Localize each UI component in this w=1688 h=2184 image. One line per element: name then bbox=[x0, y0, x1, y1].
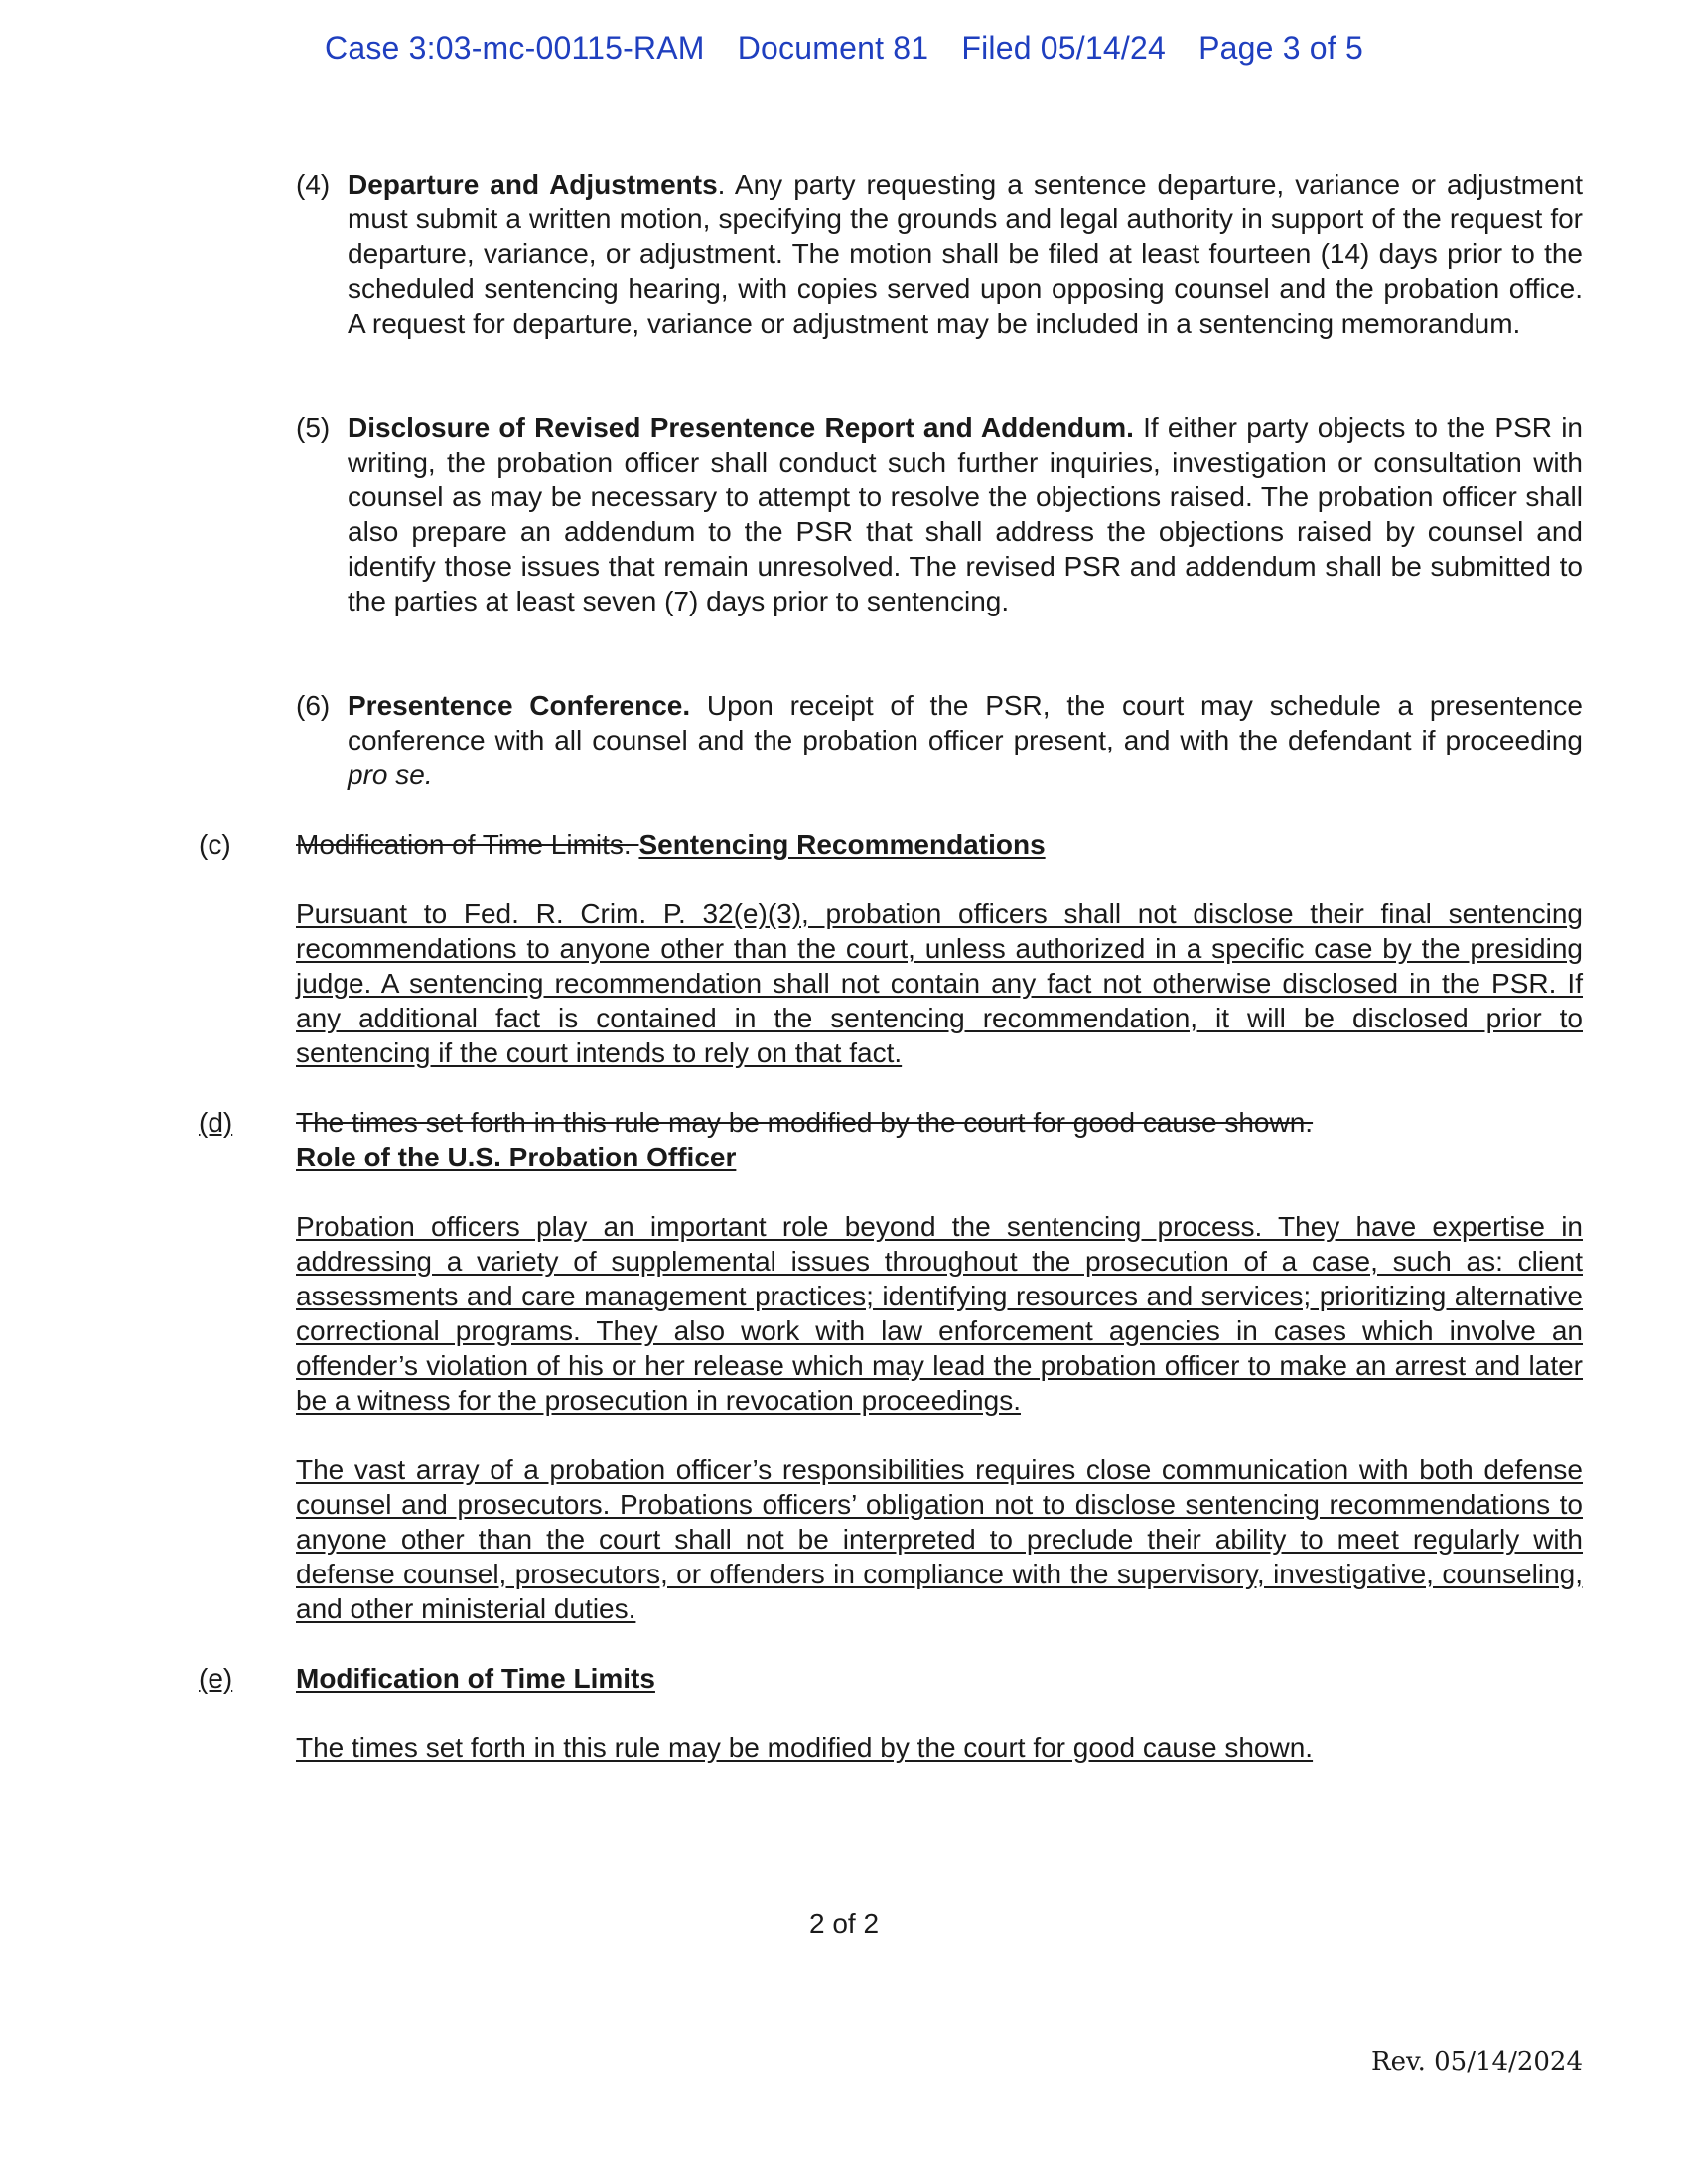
section-d-title: Role of the U.S. Probation Officer bbox=[296, 1142, 737, 1172]
section-e-title: Modification of Time Limits bbox=[296, 1663, 655, 1694]
document-header bbox=[0, 30, 1688, 67]
struck-sentence: The times set forth in this rule may be modified by the court for good cause shown. bbox=[296, 1107, 1314, 1138]
section-e-paragraph bbox=[296, 1730, 1583, 1765]
filed-date: Filed 05/14/24 bbox=[961, 30, 1166, 66]
item-text: Upon receipt of the PSR, the court may schedule a presentence conference with all counsel and the probation officer present, and with the defendant if proceeding bbox=[348, 690, 1583, 755]
case-number: Case 3:03-mc-00115-RAM bbox=[325, 30, 705, 66]
struck-heading: Modification of Time Limits. bbox=[296, 829, 639, 860]
item-number: (4) bbox=[296, 169, 331, 200]
item-title: Presentence Conference. bbox=[348, 690, 691, 721]
item-number: (6) bbox=[296, 690, 331, 721]
section-c-title: Sentencing Recommendations bbox=[638, 829, 1046, 860]
item-italic: pro se. bbox=[348, 759, 433, 790]
revision-date: Rev. 05/14/2024 bbox=[1371, 2047, 1583, 2077]
section-c-label: (c) bbox=[199, 829, 231, 860]
item-title: Departure and Adjustments bbox=[348, 169, 718, 200]
item-title: Disclosure of Revised Presentence Report and Addendum. bbox=[348, 412, 1134, 443]
item-text: If either party objects to the PSR in writing, the probation officer shall conduct such further inquiries, investigation or consultation with counsel as may be necessary to attempt to resolve the objections raised. The probation officer shall also prepare an addendum to the PSR that shall address the objections raised by counsel and identify those issues that remain unresolved. The revised PSR and addendum shall be submitted to the parties at least seven (7) days prior to sentencing. bbox=[348, 412, 1583, 616]
section-c-paragraph: Pursuant to Fed. R. Crim. P. 32(e)(3), probation officers shall not disclose their final sentencing recommendations to anyone other than the court, unless authorized in a specific case by the presiding judge. A sentencing recommendation shall not contain any fact not otherwise disclosed in the PSR. If any additional fact is contained in the sentencing recommendation, it will be disclosed prior to sentencing if the court intends to rely on that fact. bbox=[296, 898, 1583, 1068]
item-4 bbox=[296, 167, 1583, 341]
page-indicator: Page 3 of 5 bbox=[1198, 30, 1363, 66]
section-e-text: The times set forth in this rule may be modified by the court for good cause shown. bbox=[296, 1732, 1314, 1763]
section-d-paragraph-1: Probation officers play an important role beyond the sentencing process. They have expertise in addressing a variety of supplemental issues throughout the prosecution of a case, such as: client assessments and care management practices; identifying resources and services; prioritizing alternative correctional programs. They also work with law enforcement agencies in cases which involve an offender’s violation of his or her release which may lead the probation officer to make an arrest and later be a witness for the prosecution in revocation proceedings. bbox=[296, 1211, 1583, 1416]
item-text: . Any party requesting a sentence departure, variance or adjustment must submit a written motion, specifying the grounds and legal authority in support of the request for departure, variance, or adjustment. The motion shall be filed at least fourteen (14) days prior to the scheduled sentencing hearing, with copies served upon opposing counsel and the probation office. A request for departure, variance or adjustment may be included in a sentencing memorandum. bbox=[348, 169, 1583, 339]
item-number: (5) bbox=[296, 412, 331, 443]
document-number: Document 81 bbox=[737, 30, 929, 66]
section-d-label: (d) bbox=[199, 1107, 233, 1138]
page-number: 2 of 2 bbox=[808, 1908, 880, 1939]
section-d-struck bbox=[296, 1105, 1583, 1140]
section-e-label: (e) bbox=[199, 1663, 233, 1694]
section-d-paragraph-2: The vast array of a probation officer’s responsibilities requires close communication with both defense counsel and prosecutors. Probations officers’ obligation not to disclose sentencing recommendations to anyone other than the court shall not be interpreted to preclude their ability to meet regularly with defense counsel, prosecutors, or offenders in compliance with the supervisory, investigative, counseling, and other ministerial duties. bbox=[296, 1454, 1583, 1624]
item-6 bbox=[296, 688, 1583, 792]
item-5 bbox=[296, 410, 1583, 618]
section-c-heading bbox=[296, 827, 1046, 862]
